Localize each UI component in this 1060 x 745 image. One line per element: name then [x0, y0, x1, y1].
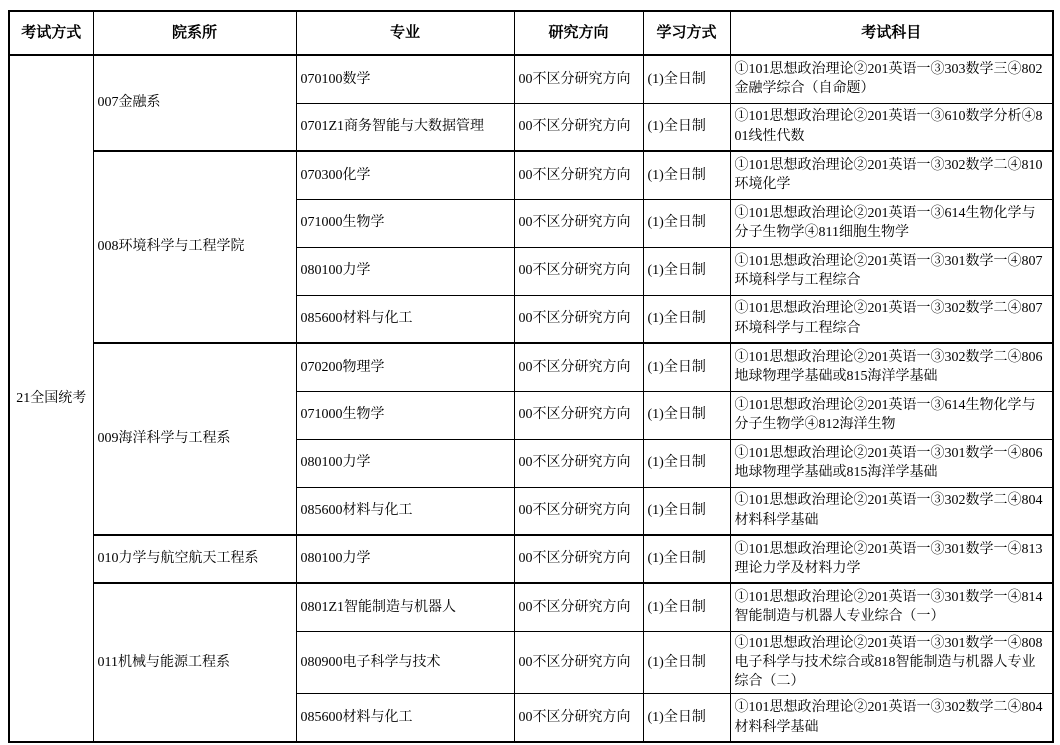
column-header-0: 考试方式 [9, 11, 93, 55]
subjects-cell: ①101思想政治理论②201英语一③302数学二④804材料科学基础 [730, 694, 1053, 742]
direction-cell: 00不区分研究方向 [514, 535, 643, 583]
major-cell: 080900电子科学与技术 [296, 631, 514, 694]
subjects-cell: ①101思想政治理论②201英语一③614生物化学与分子生物学④812海洋生物 [730, 391, 1053, 439]
major-cell: 080100力学 [296, 439, 514, 487]
direction-cell: 00不区分研究方向 [514, 247, 643, 295]
table-row [9, 583, 1053, 631]
department-cell: 007金融系 [93, 55, 296, 151]
major-cell: 070300化学 [296, 151, 514, 199]
study-mode-cell: (1)全日制 [643, 391, 730, 439]
study-mode-cell: (1)全日制 [643, 535, 730, 583]
department-cell: 010力学与航空航天工程系 [93, 535, 296, 583]
study-mode-cell: (1)全日制 [643, 151, 730, 199]
major-cell: 085600材料与化工 [296, 487, 514, 535]
direction-cell: 00不区分研究方向 [514, 391, 643, 439]
direction-cell: 00不区分研究方向 [514, 295, 643, 343]
major-cell: 080100力学 [296, 535, 514, 583]
table-row [9, 343, 1053, 391]
study-mode-cell: (1)全日制 [643, 583, 730, 631]
major-cell: 070200物理学 [296, 343, 514, 391]
study-mode-cell: (1)全日制 [643, 103, 730, 151]
subjects-cell: ①101思想政治理论②201英语一③614生物化学与分子生物学④811细胞生物学 [730, 199, 1053, 247]
study-mode-cell: (1)全日制 [643, 631, 730, 694]
major-cell: 071000生物学 [296, 391, 514, 439]
direction-cell: 00不区分研究方向 [514, 487, 643, 535]
subjects-cell: ①101思想政治理论②201英语一③610数学分析④801线性代数 [730, 103, 1053, 151]
admissions-table [8, 10, 1054, 743]
department-cell: 011机械与能源工程系 [93, 583, 296, 742]
subjects-cell: ①101思想政治理论②201英语一③302数学二④810环境化学 [730, 151, 1053, 199]
direction-cell: 00不区分研究方向 [514, 343, 643, 391]
major-cell: 085600材料与化工 [296, 694, 514, 742]
major-cell: 085600材料与化工 [296, 295, 514, 343]
table-header-row [9, 11, 1053, 55]
table-row [9, 151, 1053, 199]
direction-cell: 00不区分研究方向 [514, 439, 643, 487]
table-row [9, 55, 1053, 103]
subjects-cell: ①101思想政治理论②201英语一③301数学一④814智能制造与机器人专业综合（一） [730, 583, 1053, 631]
study-mode-cell: (1)全日制 [643, 343, 730, 391]
direction-cell: 00不区分研究方向 [514, 151, 643, 199]
column-header-5: 考试科目 [730, 11, 1053, 55]
column-header-2: 专业 [296, 11, 514, 55]
table-body [9, 55, 1053, 742]
subjects-cell: ①101思想政治理论②201英语一③303数学三④802金融学综合（自命题） [730, 55, 1053, 103]
direction-cell: 00不区分研究方向 [514, 103, 643, 151]
table-row [9, 535, 1053, 583]
major-cell: 0801Z1智能制造与机器人 [296, 583, 514, 631]
study-mode-cell: (1)全日制 [643, 694, 730, 742]
department-cell: 008环境科学与工程学院 [93, 151, 296, 343]
department-cell: 009海洋科学与工程系 [93, 343, 296, 535]
subjects-cell: ①101思想政治理论②201英语一③302数学二④804材料科学基础 [730, 487, 1053, 535]
major-cell: 071000生物学 [296, 199, 514, 247]
study-mode-cell: (1)全日制 [643, 295, 730, 343]
subjects-cell: ①101思想政治理论②201英语一③302数学二④806地球物理学基础或815海洋学基础 [730, 343, 1053, 391]
subjects-cell: ①101思想政治理论②201英语一③301数学一④813理论力学及材料力学 [730, 535, 1053, 583]
study-mode-cell: (1)全日制 [643, 439, 730, 487]
subjects-cell: ①101思想政治理论②201英语一③301数学一④808电子科学与技术综合或818智能制造与机器人专业综合（二） [730, 631, 1053, 694]
direction-cell: 00不区分研究方向 [514, 199, 643, 247]
direction-cell: 00不区分研究方向 [514, 631, 643, 694]
major-cell: 080100力学 [296, 247, 514, 295]
study-mode-cell: (1)全日制 [643, 487, 730, 535]
study-mode-cell: (1)全日制 [643, 55, 730, 103]
study-mode-cell: (1)全日制 [643, 199, 730, 247]
subjects-cell: ①101思想政治理论②201英语一③301数学一④806地球物理学基础或815海洋学基础 [730, 439, 1053, 487]
column-header-3: 研究方向 [514, 11, 643, 55]
direction-cell: 00不区分研究方向 [514, 55, 643, 103]
subjects-cell: ①101思想政治理论②201英语一③302数学二④807环境科学与工程综合 [730, 295, 1053, 343]
exam-method-cell: 21全国统考 [9, 55, 93, 742]
major-cell: 0701Z1商务智能与大数据管理 [296, 103, 514, 151]
major-cell: 070100数学 [296, 55, 514, 103]
study-mode-cell: (1)全日制 [643, 247, 730, 295]
subjects-cell: ①101思想政治理论②201英语一③301数学一④807环境科学与工程综合 [730, 247, 1053, 295]
column-header-1: 院系所 [93, 11, 296, 55]
direction-cell: 00不区分研究方向 [514, 694, 643, 742]
direction-cell: 00不区分研究方向 [514, 583, 643, 631]
column-header-4: 学习方式 [643, 11, 730, 55]
